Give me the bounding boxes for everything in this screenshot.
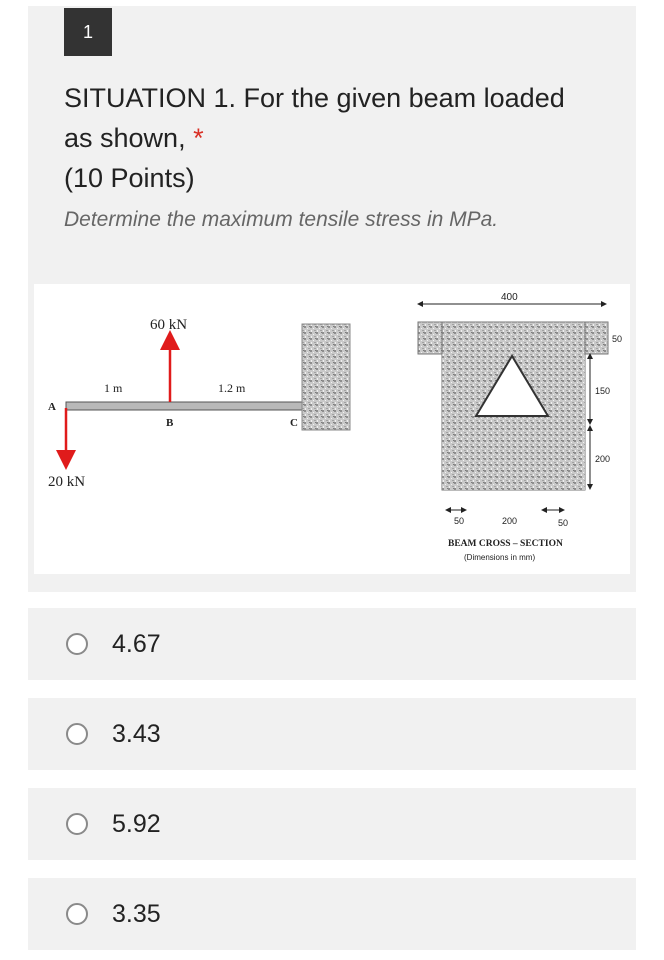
question-figure	[34, 284, 630, 574]
load-a-label: 20 kN	[48, 474, 86, 490]
radio-button[interactable]	[66, 813, 88, 835]
point-a-label: A	[48, 401, 56, 413]
answer-option[interactable]	[28, 788, 636, 860]
option-label: 5.92	[112, 809, 161, 838]
radio-button[interactable]	[66, 723, 88, 745]
wall-support	[302, 324, 350, 430]
overhang-right-label: 50	[558, 518, 569, 528]
point-b-label: B	[166, 417, 174, 429]
top-width-label: 400	[501, 292, 518, 303]
required-asterisk: *	[193, 123, 204, 153]
question-prompt: Determine the maximum tensile stress in MPa.	[64, 208, 499, 231]
point-c-label: C	[290, 417, 298, 429]
flange-thickness-label: 50	[612, 334, 623, 344]
beam	[66, 402, 304, 410]
option-label: 3.35	[112, 899, 161, 928]
answer-option[interactable]	[28, 878, 636, 950]
option-label: 4.67	[112, 629, 161, 658]
answer-option[interactable]	[28, 698, 636, 770]
span-ab-label: 1 m	[104, 381, 123, 395]
span-bc-label: 1.2 m	[218, 381, 246, 395]
answer-option[interactable]	[28, 608, 636, 680]
question-title-text: SITUATION 1. For the given beam loaded as shown,	[64, 83, 565, 153]
load-b-label: 60 kN	[150, 317, 188, 333]
web-width-label: 200	[502, 516, 518, 526]
radio-button[interactable]	[66, 903, 88, 925]
radio-button[interactable]	[66, 633, 88, 655]
beam-diagram	[34, 284, 630, 574]
section-caption: BEAM CROSS – SECTION	[448, 539, 563, 549]
option-label: 3.43	[112, 719, 161, 748]
overhang-left-label: 50	[454, 516, 465, 526]
question-points: (10 Points)	[64, 163, 195, 193]
web-upper-label: 150	[595, 386, 611, 396]
section-units-note: (Dimensions in mm)	[464, 553, 536, 562]
question-number-badge: 1	[64, 8, 112, 56]
web-lower-label: 200	[595, 454, 611, 464]
question-title	[64, 78, 584, 198]
